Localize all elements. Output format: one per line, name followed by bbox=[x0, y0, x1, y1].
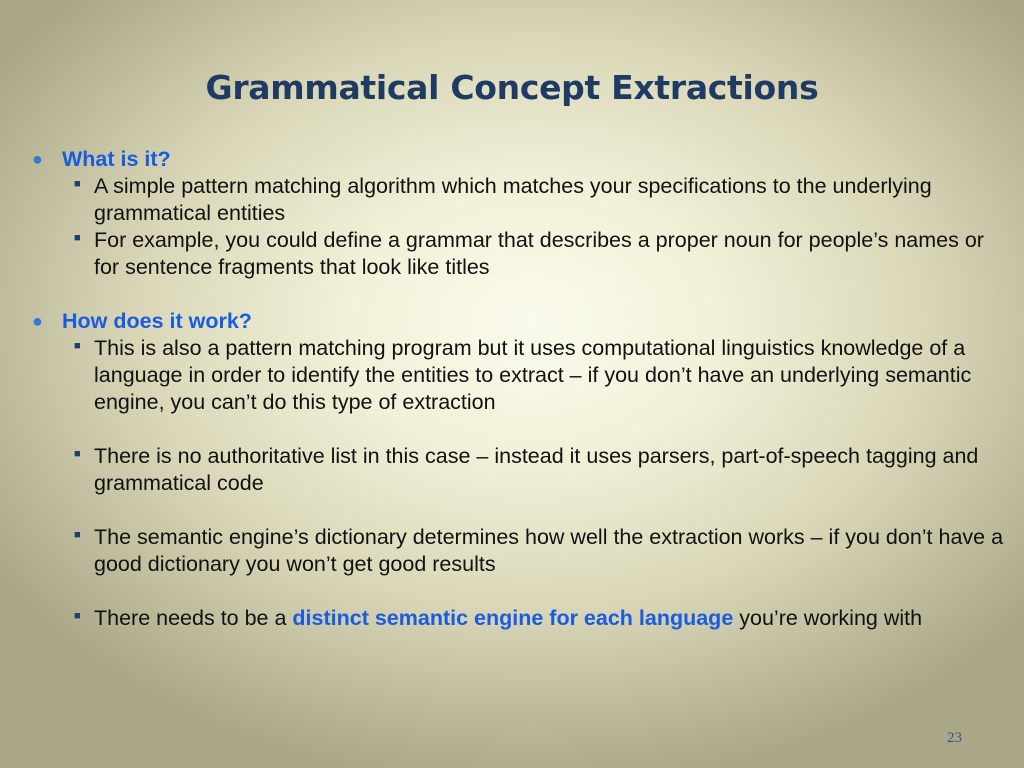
bullet-item bbox=[32, 173, 1012, 227]
heading-text: What is it? bbox=[62, 147, 171, 171]
round-bullet-icon: ● bbox=[32, 149, 43, 169]
heading-text: How does it work? bbox=[62, 309, 252, 333]
spacer bbox=[32, 578, 1012, 605]
square-bullet-icon: ■ bbox=[74, 232, 81, 244]
square-bullet-icon: ■ bbox=[74, 529, 81, 541]
square-bullet-icon: ■ bbox=[74, 178, 81, 190]
spacer bbox=[32, 281, 1012, 308]
round-bullet-icon: ● bbox=[32, 311, 43, 331]
section-heading-what-is-it bbox=[32, 146, 1012, 173]
section-heading-how-does-it-work bbox=[32, 308, 1012, 335]
bullet-text: For example, you could define a grammar that describes a proper noun for people’s names or for sentence fragments that look like titles bbox=[94, 228, 984, 279]
bullet-text-after: you’re working with bbox=[733, 606, 923, 630]
bullet-item bbox=[32, 335, 1012, 416]
bullet-text: This is also a pattern matching program but it uses computational linguistics knowledge of a language in order to identify the entities to extract – if you don’t have an underlying semantic engine, you can’t do this type of extraction bbox=[94, 336, 972, 414]
spacer bbox=[32, 497, 1012, 524]
bullet-item bbox=[32, 443, 1012, 497]
emphasis-text: distinct semantic engine for each language bbox=[292, 606, 734, 630]
bullet-item bbox=[32, 227, 1012, 281]
slide-title: Grammatical Concept Extractions bbox=[205, 68, 819, 107]
square-bullet-icon: ■ bbox=[74, 340, 81, 352]
bullet-text: The semantic engine’s dictionary determines how well the extraction works – if you don’t have a good dictionary you won’t get good results bbox=[94, 525, 1004, 576]
square-bullet-icon: ■ bbox=[74, 610, 81, 622]
slide-content bbox=[32, 146, 1012, 632]
bullet-text: There is no authoritative list in this case – instead it uses parsers, part-of-speech tagging and grammatical code bbox=[94, 444, 979, 495]
page-number: 23 bbox=[947, 730, 962, 746]
square-bullet-icon: ■ bbox=[74, 448, 81, 460]
spacer bbox=[32, 416, 1012, 443]
bullet-item bbox=[32, 524, 1012, 578]
bullet-item bbox=[32, 605, 1012, 632]
bullet-text: A simple pattern matching algorithm which matches your specifications to the underlying grammatical entities bbox=[94, 174, 932, 225]
bullet-text-before: There needs to be a bbox=[94, 606, 293, 630]
